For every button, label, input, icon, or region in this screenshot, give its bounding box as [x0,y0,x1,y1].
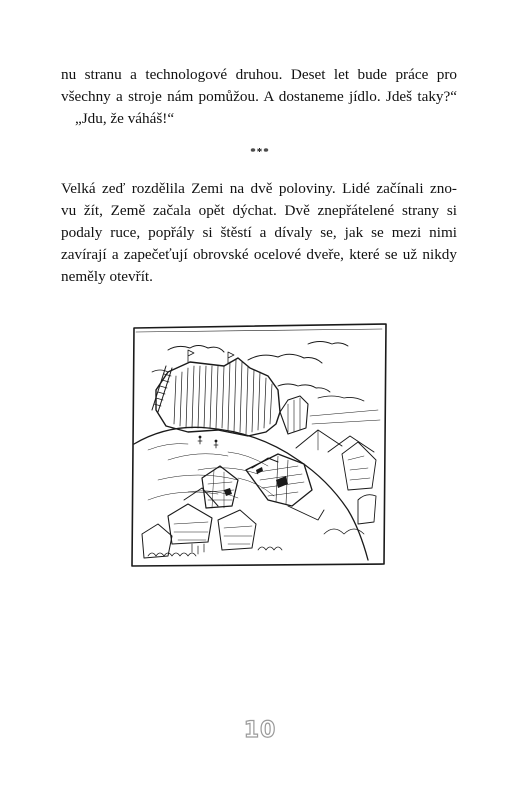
page-number: 10 [243,718,277,743]
text-line: všechny a stroje nám pomůžou. A dostaneme jídlo. Jdeš taky?“ [61,88,457,105]
ink-illustration-wall [128,320,390,568]
text-line: „Jdu, že váháš!“ [75,110,175,127]
text-line: nu stranu a technologové druhou. Deset let bude práce pro [61,66,457,83]
text-line: podaly ruce, popřály si štěstí a dívaly se, jak se mezi nimi [61,224,457,241]
paragraph-wall [61,178,457,288]
text-line: vu žít, Země začala opět dýchat. Dvě znepřátelené strany si [61,202,457,219]
section-separator: *** [250,146,270,158]
text-line: neměly otevřít. [61,268,153,285]
text-line: zavírají a zapečeťují obrovské ocelové dveře, které se už nikdy [61,246,457,263]
text-line: Velká zeď rozdělila Zemi na dvě poloviny. Lidé začínali zno- [61,180,457,197]
paragraph-dialogue [61,64,457,130]
